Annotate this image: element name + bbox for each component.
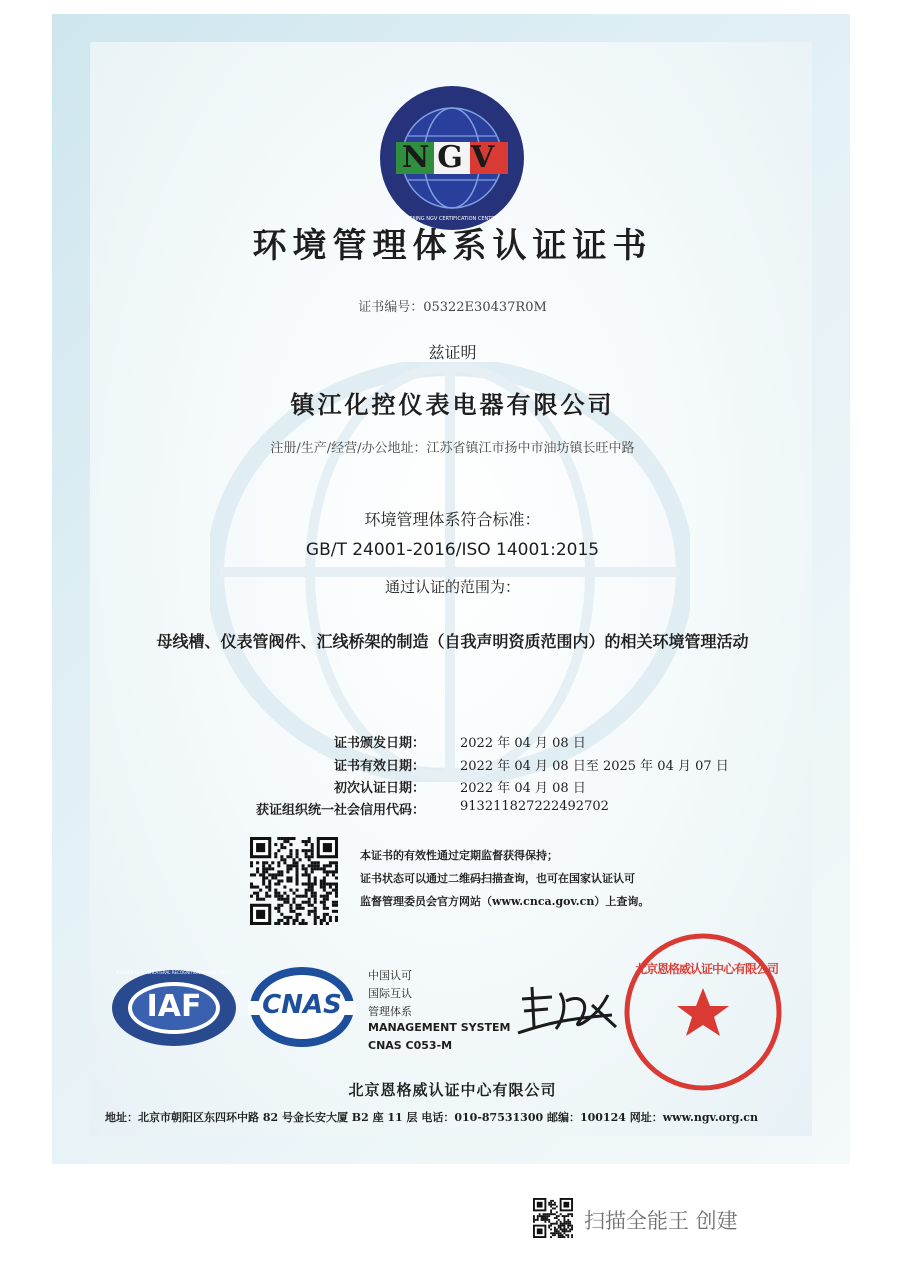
cnas-line-1: 中国认可 — [368, 969, 412, 982]
company-name: 镇江化控仪表电器有限公司 — [290, 390, 615, 419]
cnas-line-2: 国际互认 — [368, 987, 412, 1000]
scope-label: 通过认证的范围为： — [384, 578, 520, 596]
standard-value: GB/T 24001-2016/ISO 14001:2015 — [305, 540, 600, 560]
scope-value: 母线槽、仪表管阀件、汇线桥架的制造（自我声明资质范围内）的相关环境管理活动 — [156, 632, 749, 651]
iaf-logo — [110, 968, 238, 1048]
ngv-ring-text: BEIJING NGV CERTIFICATION CENTRE — [406, 216, 498, 222]
certificate-title: 环境管理体系认证证书 — [252, 226, 653, 266]
ngv-logo — [378, 84, 526, 232]
initial-date-value: 2022 年 04 月 08 日 — [460, 781, 586, 796]
cnas-text: CNAS — [262, 990, 342, 1020]
scanner-watermark: 扫描全能王 创建 — [584, 1209, 738, 1233]
issue-date-value: 2022 年 04 月 08 日 — [460, 736, 586, 751]
seal-star-icon — [621, 930, 785, 1094]
iaf-text: IAF — [146, 989, 202, 1024]
validity-note-2: 证书状态可以通过二维码扫描查询，也可在国家认证认可 — [360, 872, 635, 885]
certificate-number: 证书编号：05322E30437R0M — [358, 300, 547, 315]
issuer-contact-footer: 地址：北京市朝阳区东四环中路 82 号金长安大厦 B2 座 11 层 电话：010-87531300 邮编：100124 网址：www.ngv.org.cn — [105, 1111, 758, 1124]
ngv-logo-text: NGV — [401, 140, 503, 175]
iaf-ring-text: MEMBER OF MULTILATERAL RECOGNITION ARRANGEMENT — [116, 970, 232, 975]
validity-note-3: 监督管理委员会官方网站（www.cnca.gov.cn）上查询。 — [360, 895, 650, 908]
credit-code-label: 获证组织统一社会信用代码： — [255, 803, 425, 818]
seal-text: 北京恩格威认证中心有限公司 — [635, 962, 779, 976]
valid-date-value: 2022 年 04 月 08 日至 2025 年 04 月 07 日 — [460, 759, 729, 774]
cnas-line-5: CNAS C053-M — [368, 1039, 453, 1052]
globe-watermark-icon — [210, 362, 690, 782]
cnas-logo — [248, 965, 356, 1049]
hereby-certify: 兹证明 — [428, 343, 477, 362]
company-address: 注册/生产/经营/办公地址：江苏省镇江市扬中市油坊镇长旺中路 — [270, 441, 635, 456]
standard-label: 环境管理体系符合标准： — [364, 510, 541, 529]
red-seal — [621, 930, 785, 1094]
cnas-line-4: MANAGEMENT SYSTEM — [368, 1021, 511, 1034]
validity-note-1: 本证书的有效性通过定期监督获得保持； — [360, 849, 558, 862]
scanner-qr-icon — [533, 1198, 573, 1238]
issuer-name: 北京恩格威认证中心有限公司 — [348, 1081, 557, 1099]
issue-date-label: 证书颁发日期： — [333, 736, 425, 751]
valid-date-label: 证书有效日期： — [333, 759, 425, 774]
initial-date-label: 初次认证日期： — [333, 781, 425, 796]
qr-code-icon — [250, 837, 338, 925]
signature-icon — [512, 975, 624, 1047]
credit-code-value: 913211827222492702 — [460, 799, 609, 814]
cnas-line-3: 管理体系 — [368, 1005, 412, 1018]
